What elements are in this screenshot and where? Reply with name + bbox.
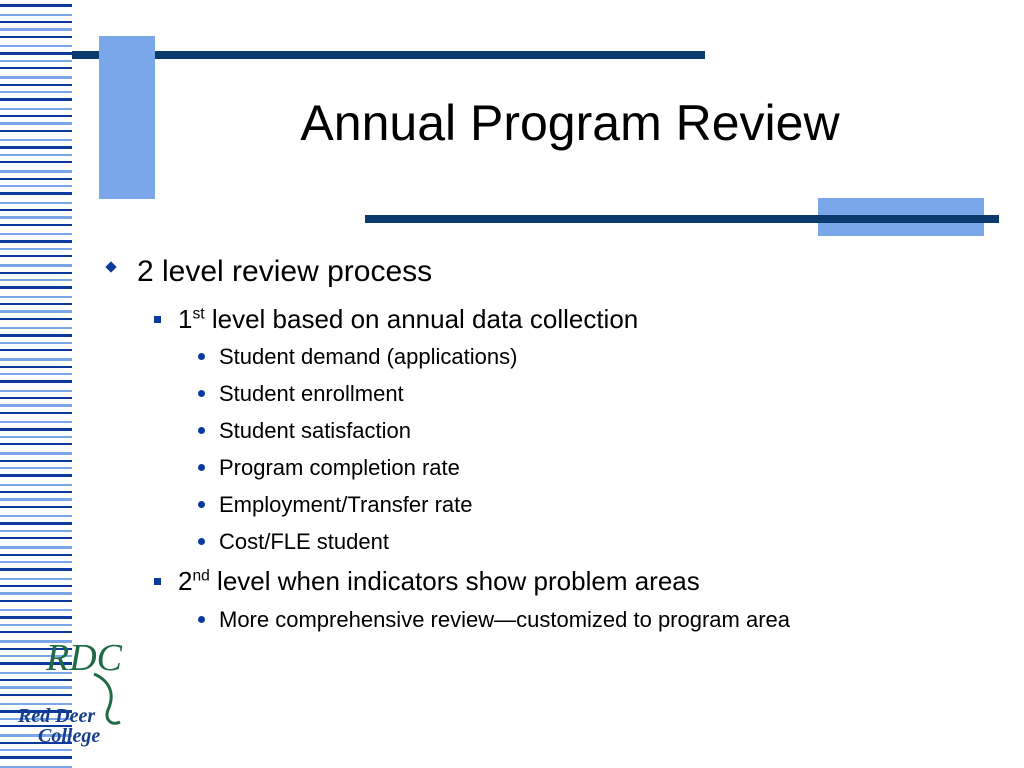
stripe-line bbox=[0, 561, 72, 563]
bullet-superscript: nd bbox=[192, 567, 210, 585]
square-bullet-icon bbox=[154, 578, 161, 585]
stripe-line bbox=[0, 108, 72, 110]
stripe-line bbox=[0, 318, 72, 320]
stripe-line bbox=[0, 404, 72, 407]
stripe-line bbox=[0, 98, 72, 101]
stripe-line bbox=[0, 491, 72, 493]
stripe-line bbox=[0, 546, 72, 549]
stripe-line bbox=[0, 515, 72, 517]
stripe-line bbox=[0, 609, 72, 611]
bullet-level3 bbox=[198, 607, 790, 633]
stripe-line bbox=[0, 122, 72, 125]
bullet-text: More comprehensive review—customized to program area bbox=[219, 607, 791, 632]
stripe-line bbox=[0, 202, 72, 204]
stripe-line bbox=[0, 327, 72, 329]
dot-bullet-icon bbox=[198, 353, 205, 360]
stripe-line bbox=[0, 76, 72, 79]
stripe-line bbox=[0, 568, 72, 571]
stripe-line bbox=[0, 4, 72, 7]
stripe-line bbox=[0, 506, 72, 508]
bullet-text: Cost/FLE student bbox=[219, 529, 389, 554]
stripe-line bbox=[0, 585, 72, 587]
stripe-line bbox=[0, 248, 72, 250]
stripe-line bbox=[0, 240, 72, 243]
stripe-line bbox=[0, 286, 72, 289]
stripe-line bbox=[0, 185, 72, 187]
red-deer-college-logo bbox=[16, 630, 128, 752]
stripe-line bbox=[0, 296, 72, 298]
bullet-level2 bbox=[154, 304, 638, 335]
stripe-line bbox=[0, 443, 72, 445]
stripe-line bbox=[0, 67, 72, 69]
stripe-line bbox=[0, 522, 72, 525]
stripe-line bbox=[0, 170, 72, 173]
bullet-level2 bbox=[154, 566, 700, 597]
stripe-line bbox=[0, 397, 72, 399]
logo-line2: College bbox=[38, 725, 101, 747]
stripe-line bbox=[0, 616, 72, 619]
stripe-line bbox=[0, 84, 72, 86]
stripe-line bbox=[0, 578, 72, 580]
bullet-text: Student enrollment bbox=[219, 381, 404, 406]
stripe-line bbox=[0, 349, 72, 351]
bullet-level3 bbox=[198, 344, 517, 370]
stripe-line bbox=[0, 178, 72, 180]
stripe-line bbox=[0, 452, 72, 455]
bullet-prefix: 2 bbox=[178, 566, 193, 596]
stripe-line bbox=[0, 52, 72, 55]
bullet-level1 bbox=[107, 255, 432, 289]
dot-bullet-icon bbox=[198, 464, 205, 471]
title-accent-block bbox=[99, 36, 155, 199]
stripe-line bbox=[0, 91, 72, 93]
bullet-text: 2 level review process bbox=[137, 255, 433, 288]
bullet-text: Program completion rate bbox=[219, 455, 460, 480]
diamond-bullet-icon bbox=[105, 261, 116, 272]
bullet-level3 bbox=[198, 381, 404, 407]
stripe-line bbox=[0, 373, 72, 375]
stripe-line bbox=[0, 428, 72, 431]
stripe-line bbox=[0, 460, 72, 462]
bullet-prefix: 1 bbox=[178, 304, 193, 334]
stripe-line bbox=[0, 310, 72, 313]
logo-line1: Red Deer bbox=[18, 705, 96, 727]
stripe-line bbox=[0, 154, 72, 156]
stripe-line bbox=[0, 161, 72, 163]
stripe-line bbox=[0, 537, 72, 539]
stripe-line bbox=[0, 390, 72, 392]
bullet-level3 bbox=[198, 418, 411, 444]
bullet-text: level based on annual data collection bbox=[204, 304, 639, 334]
stripe-line bbox=[0, 21, 72, 23]
bullet-text: level when indicators show problem areas bbox=[209, 566, 700, 596]
slide-title: Annual Program Review bbox=[300, 95, 840, 151]
stripe-line bbox=[0, 530, 72, 532]
stripe-line bbox=[0, 474, 72, 477]
bullet-text: Student demand (applications) bbox=[219, 344, 518, 369]
stripe-line bbox=[0, 45, 72, 47]
stripe-line bbox=[0, 467, 72, 469]
stripe-line bbox=[0, 412, 72, 414]
dot-bullet-icon bbox=[198, 616, 205, 623]
stripe-line bbox=[0, 224, 72, 226]
bottom-accent-rule bbox=[365, 215, 999, 223]
stripe-line bbox=[0, 146, 72, 149]
square-bullet-icon bbox=[154, 316, 161, 323]
stripe-line bbox=[0, 130, 72, 132]
stripe-line bbox=[0, 272, 72, 274]
stripe-line bbox=[0, 192, 72, 195]
stripe-line bbox=[0, 756, 72, 759]
stripe-line bbox=[0, 60, 72, 62]
stripe-line bbox=[0, 36, 72, 38]
stripe-line bbox=[0, 139, 72, 141]
bullet-superscript: st bbox=[192, 305, 205, 323]
stripe-line bbox=[0, 334, 72, 337]
logo-swoosh-icon bbox=[94, 674, 120, 723]
stripe-line bbox=[0, 600, 72, 602]
stripe-line bbox=[0, 279, 72, 281]
stripe-line bbox=[0, 216, 72, 219]
stripe-line bbox=[0, 366, 72, 368]
stripe-line bbox=[0, 498, 72, 501]
bullet-text: Student satisfaction bbox=[219, 418, 412, 443]
bullet-text: Employment/Transfer rate bbox=[219, 492, 473, 517]
logo-monogram: RDC bbox=[46, 637, 122, 679]
stripe-line bbox=[0, 264, 72, 267]
dot-bullet-icon bbox=[198, 390, 205, 397]
stripe-line bbox=[0, 303, 72, 305]
stripe-line bbox=[0, 624, 72, 626]
bullet-level3 bbox=[198, 529, 389, 555]
bullet-level3 bbox=[198, 492, 473, 518]
bullet-level3 bbox=[198, 455, 460, 481]
top-accent-rule bbox=[72, 51, 705, 59]
stripe-line bbox=[0, 115, 72, 117]
stripe-line bbox=[0, 592, 72, 595]
stripe-line bbox=[0, 380, 72, 383]
stripe-line bbox=[0, 209, 72, 211]
stripe-line bbox=[0, 14, 72, 16]
stripe-line bbox=[0, 358, 72, 361]
stripe-line bbox=[0, 484, 72, 486]
stripe-line bbox=[0, 554, 72, 556]
stripe-line bbox=[0, 233, 72, 235]
stripe-line bbox=[0, 436, 72, 438]
dot-bullet-icon bbox=[198, 538, 205, 545]
stripe-line bbox=[0, 28, 72, 31]
stripe-line bbox=[0, 342, 72, 344]
stripe-line bbox=[0, 421, 72, 423]
dot-bullet-icon bbox=[198, 501, 205, 508]
stripe-line bbox=[0, 255, 72, 257]
dot-bullet-icon bbox=[198, 427, 205, 434]
